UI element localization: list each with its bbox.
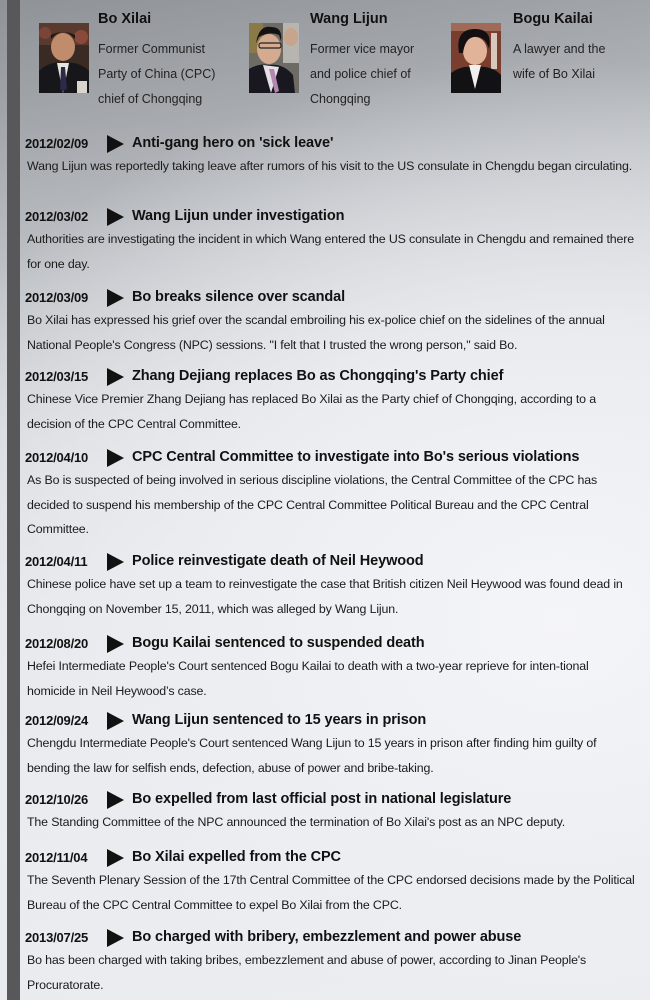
event-date: 2012/03/09: [25, 290, 89, 305]
play-arrow-icon: [107, 368, 124, 386]
play-arrow-icon: [107, 929, 124, 947]
event-date: 2012/04/10: [25, 450, 89, 465]
event-title: Zhang Dejiang replaces Bo as Chongqing's Party chief: [132, 368, 504, 384]
profile-description-line: wife of Bo Xilai: [513, 67, 595, 81]
event-title: Bo Xilai expelled from the CPC: [132, 849, 341, 865]
event-header: [0, 791, 650, 811]
event-header: [0, 135, 650, 155]
profile-description-line: Former vice mayor: [310, 42, 415, 56]
event-date: 2012/03/02: [25, 209, 89, 224]
profile-description-line: Former Communist: [98, 42, 205, 56]
event-header: [0, 712, 650, 732]
event-body: Hefei Intermediate People's Court sentenced Bogu Kailai to death with a two-year reprieve for inten-tional homicide in Neil Heywood’s case.: [27, 659, 589, 698]
play-arrow-icon: [107, 553, 124, 571]
profile-name: Bo Xilai: [98, 11, 152, 27]
event-body: Bo Xilai has expressed his grief over the scandal embroiling his ex-police chief on the sidelines of the annual National People's Congress (NPC) sessions. "I felt that I trusted the wrong person," said Bo.: [27, 313, 605, 352]
event-header: [0, 208, 650, 228]
event-date: 2012/03/15: [25, 369, 89, 384]
event-header: [0, 553, 650, 573]
event-title: Bo charged with bribery, embezzlement and power abuse: [132, 929, 522, 945]
event-date: 2012/08/20: [25, 636, 89, 651]
event-body: Bo has been charged with taking bribes, embezzlement and abuse of power, according to Jinan People's Procuratorate.: [27, 953, 587, 992]
profile-description-line: and police chief of: [310, 67, 411, 81]
profile-description: [513, 37, 605, 87]
profile-name: Wang Lijun: [310, 11, 388, 27]
profile-description: [98, 37, 215, 112]
play-arrow-icon: [107, 289, 124, 307]
event-body: The Seventh Plenary Session of the 17th Central Committee of the CPC endorsed decisions made by the Political Bureau of the CPC Central Committee to expel Bo Xilai from the CPC.: [27, 873, 635, 912]
event-body: Authorities are investigating the incident in which Wang entered the US consulate in Chengdu and remained there for one day.: [27, 232, 634, 271]
event-title: CPC Central Committee to investigate into Bo's serious violations: [132, 449, 580, 465]
event-header: [0, 368, 650, 388]
event-body: Chengdu Intermediate People's Court sentenced Wang Lijun to 15 years in prison after finding him guilty of bending the law for selfish ends, defection, abuse of power and bribe-taking.: [27, 736, 597, 775]
play-arrow-icon: [107, 208, 124, 226]
event-title: Bo expelled from last official post in national legislature: [132, 791, 512, 807]
event-date: 2012/09/24: [25, 713, 89, 728]
event-header: [0, 929, 650, 949]
event-title: Wang Lijun sentenced to 15 years in prison: [132, 712, 427, 728]
play-arrow-icon: [107, 849, 124, 867]
play-arrow-icon: [107, 635, 124, 653]
event-date: 2012/04/11: [25, 554, 88, 569]
play-arrow-icon: [107, 449, 124, 467]
event-header: [0, 635, 650, 655]
event-body: Wang Lijun was reportedly taking leave after rumors of his visit to the US consulate in Chengdu began circulating.: [27, 159, 633, 173]
event-title: Anti-gang hero on 'sick leave': [132, 135, 334, 151]
event-body: As Bo is suspected of being involved in serious discipline violations, the Central Committee of the CPC has decided to suspend his membership of the CPC Central Committee Political Bureau and the CPC Central Committee.: [27, 473, 598, 536]
play-arrow-icon: [107, 712, 124, 730]
profile-description-line: A lawyer and the: [513, 42, 606, 56]
profile-description-line: Chongqing: [310, 92, 371, 106]
event-header: [0, 849, 650, 869]
event-date: 2012/10/26: [25, 792, 89, 807]
event-body: Chinese police have set up a team to reinvestigate the case that British citizen Neil Heywood was found dead in Chongqing on November 15, 2011, which was alleged by Wang Lijun.: [27, 577, 623, 616]
portrait-photo-bo-xilai-icon: [39, 23, 89, 93]
play-arrow-icon: [107, 791, 124, 809]
portrait-photo-bogu-kailai-icon: [451, 23, 501, 93]
portrait-photo-wang-lijun-icon: [249, 23, 299, 93]
profile-description-line: chief of Chongqing: [98, 92, 203, 106]
event-date: 2012/11/04: [25, 850, 88, 865]
play-arrow-icon: [107, 135, 124, 153]
event-body: The Standing Committee of the NPC announced the termination of Bo Xilai's post as an NPC deputy.: [27, 815, 566, 829]
profile-description-line: Party of China (CPC): [98, 67, 216, 81]
event-title: Wang Lijun under investigation: [132, 208, 345, 224]
profile-description: [310, 37, 414, 112]
event-title: Bogu Kailai sentenced to suspended death: [132, 635, 425, 651]
event-header: [0, 449, 650, 469]
event-body: Chinese Vice Premier Zhang Dejiang has replaced Bo Xilai as the Party chief of Chongqing, according to a decision of the CPC Central Committee.: [27, 392, 596, 431]
event-date: 2012/02/09: [25, 136, 89, 151]
profile-name: Bogu Kailai: [513, 11, 593, 27]
event-date: 2013/07/25: [25, 930, 89, 945]
event-title: Police reinvestigate death of Neil Heywood: [132, 553, 424, 569]
event-header: [0, 289, 650, 309]
event-title: Bo breaks silence over scandal: [132, 289, 345, 305]
